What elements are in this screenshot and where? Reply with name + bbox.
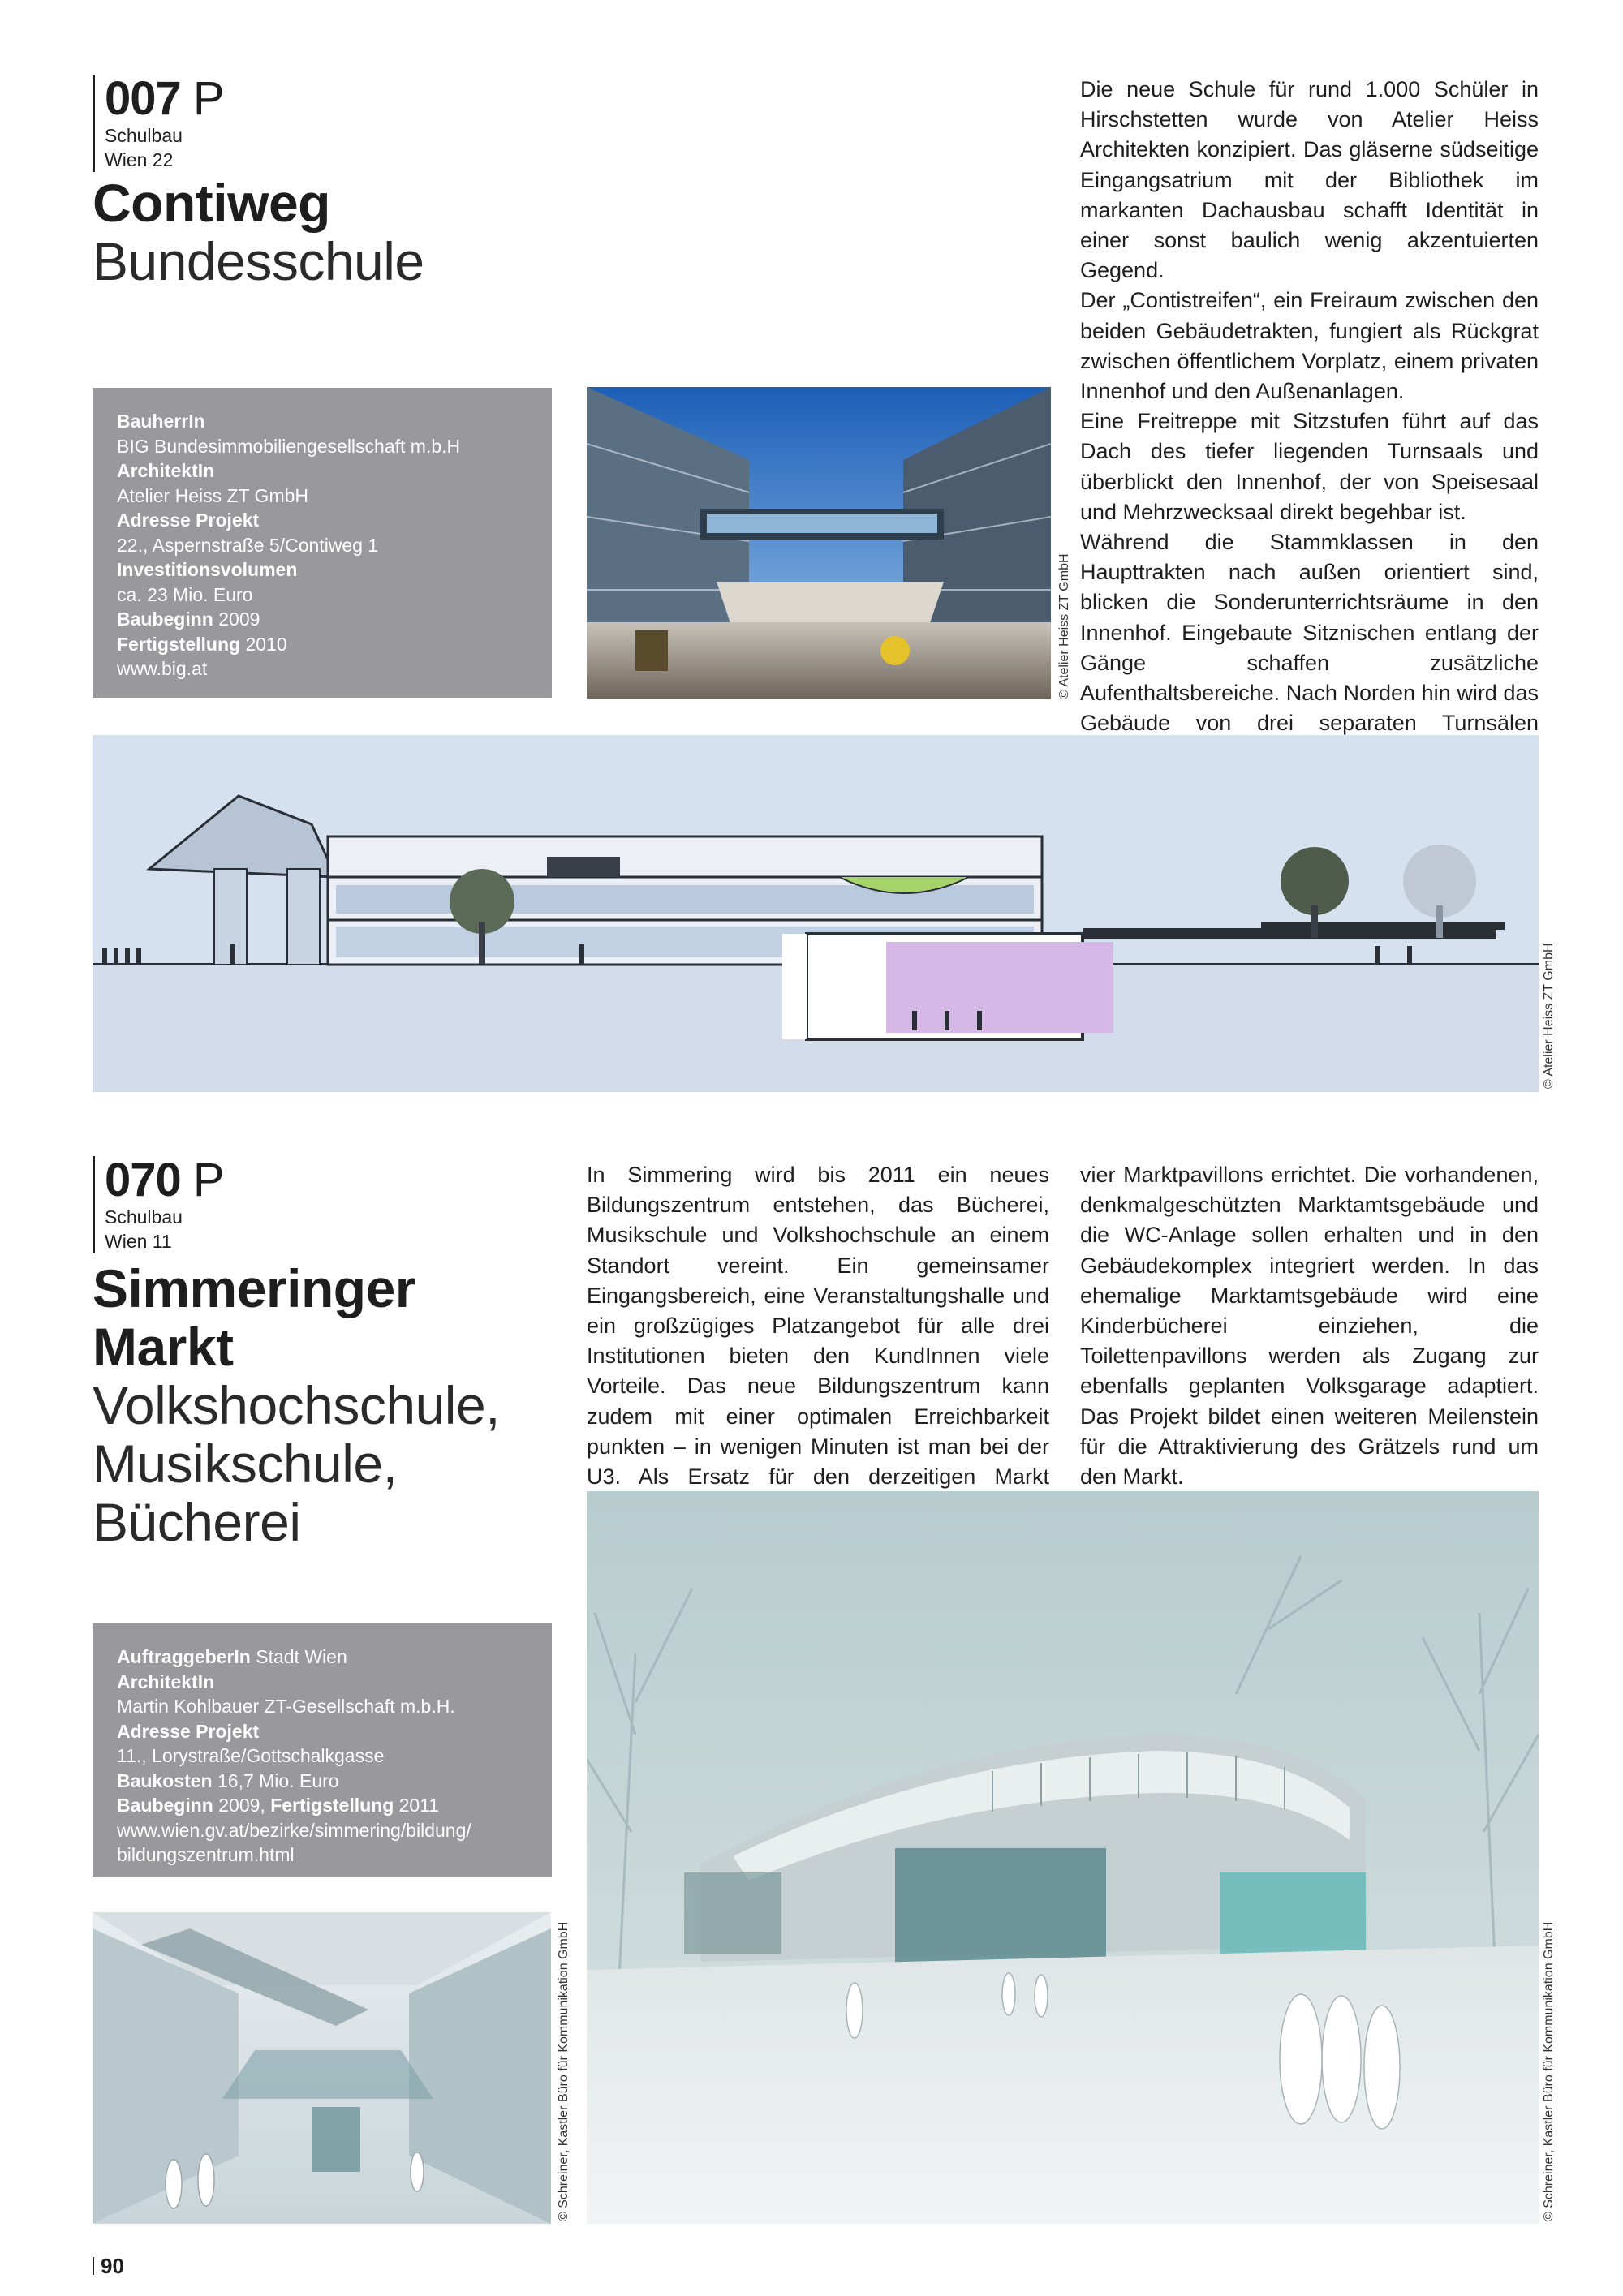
- interior-render: [93, 1912, 551, 2224]
- project1-district: Wien 22: [105, 149, 174, 170]
- section-credit: © Atelier Heiss ZT GmbH: [1542, 943, 1556, 1089]
- project2-text-col2: vier Marktpavillons errichtet. Die vorhandenen, denkmalgeschützten Marktamtsgebäude und die WC-Anlage sollen erhalten und in den Gebäudekomplex integriert werden. In das ehemalige Marktamtsgebäude wird eine Kinderbücherei einziehen, die Toilettenpavillons werden als Zugang zur ebenfalls geplanten Volksgarage adaptiert. Das Projekt bildet einen weiteren Meilenstein für die Attraktivierung des Grätzels rund um den Markt.: [1080, 1163, 1539, 1490]
- section-drawing: [93, 735, 1539, 1092]
- info-label-investment: Investitionsvolumen: [117, 559, 298, 580]
- exterior-render: [587, 1491, 1539, 2224]
- info-url: bildungszentrum.html: [117, 1844, 295, 1865]
- project2-info-box: AuftraggeberIn Stadt Wien ArchitektIn Martin Kohlbauer ZT-Gesellschaft m.b.H. Adresse Projekt 11., Lorystraße/Gottschalkgasse Baukosten 16,7 Mio. Euro Baubeginn 2009, Fertigstellung 2011 www.wien.gv.at/bezirke/simmering/bildung/ bildungszentrum.html: [93, 1623, 552, 1877]
- project1-subtitle: Bundesschule: [93, 231, 424, 291]
- info-label-client: BauherrIn: [117, 411, 205, 432]
- project1-paragraph: Eine Freitreppe mit Sitzstufen führt auf das Dach des tiefer liegenden Turnsaals und überblickt den Innenhof, der von Speisesaal und Mehrzwecksaal direkt begehbar ist.: [1080, 409, 1539, 524]
- photo1-credit: © Atelier Heiss ZT GmbH: [1057, 553, 1071, 699]
- info-website: www.big.at: [117, 658, 208, 679]
- info-url: www.wien.gv.at/bezirke/simmering/bildung/: [117, 1819, 471, 1841]
- page-number: 90: [93, 2254, 124, 2279]
- info-value-investment: ca. 23 Mio. Euro: [117, 583, 253, 605]
- info-value-address: 22., Aspernstraße 5/Contiweg 1: [117, 534, 379, 556]
- interior-credit: © Schreiner, Kastler Büro für Kommunikation GmbH: [557, 1921, 570, 2221]
- project1-number: 007 P: [105, 72, 224, 125]
- project1-header: [93, 72, 224, 172]
- info-value-client: BIG Bundesimmobiliengesellschaft m.b.H: [117, 435, 461, 457]
- project2-text-col1: In Simmering wird bis 2011 ein neues Bildungszentrum entstehen, das Bücherei, Musikschule und Volkshochschule an einem Standort vereint. Ein gemeinsamer Eingangsbereich, eine Veranstaltungshalle und ein großzügiges Platzangebot für alle drei Institutionen bieten den KundInnen viele Vorteile. Das neue Bildungszentrum kann zudem mit einer optimalen Erreichbarkeit punkten – in wenigen Minuten ist man bei der U3. Als Ersatz für den derzeitigen Markt: [587, 1163, 1049, 1490]
- project2-district: Wien 11: [105, 1231, 172, 1252]
- project1-title: Contiweg: [93, 173, 330, 233]
- project1-type: Schulbau: [105, 125, 183, 146]
- info-value-architect: Atelier Heiss ZT GmbH: [117, 484, 309, 506]
- project2-title: Simmeringer Markt Volkshochschule, Musikschule, Bücherei: [93, 1258, 500, 1552]
- project2-number: 070 P: [105, 1154, 224, 1206]
- exterior-credit: © Schreiner, Kastler Büro für Kommunikation GmbH: [1542, 1921, 1556, 2221]
- project1-info-box: [93, 388, 552, 698]
- courtyard-photo: [587, 387, 1051, 699]
- project1-paragraph: Der „Contistreifen“, ein Freiraum zwischen den beiden Gebäudetrakten, fungiert als Rückgrat zwischen öffentlichem Vorplatz, einem privaten Innenhof und den Außenanlagen.: [1080, 288, 1539, 404]
- info-finish: Fertigstellung 2010: [117, 633, 287, 655]
- project1-paragraph: Die neue Schule für rund 1.000 Schüler in Hirschstetten wurde von Atelier Heiss Architekten konzipiert. Das gläserne südseitige Eingangsatrium mit der Bibliothek im markanten Dachausbau schafft Identität in einer sonst baulich wenig akzentuierten Gegend.: [1080, 77, 1539, 283]
- project2-header: [93, 1156, 224, 1253]
- project1-paragraph: Während die Stammklassen in den Haupttrakten nach außen orientiert sind, blicken die Sonderunterrichtsräume in den Innenhof. Eingebaute Sitznischen entlang der Gänge schaffen zusätzliche Aufenthaltsbereiche. Nach Norden hin wird das Gebäude von drei separaten Turnsälen: [1080, 530, 1539, 736]
- info-label-architect: ArchitektIn: [117, 460, 215, 481]
- project1-text: [1080, 75, 1539, 769]
- info-label-address: Adresse Projekt: [117, 510, 260, 531]
- info-start: Baubeginn 2009: [117, 608, 260, 630]
- project2-type: Schulbau: [105, 1206, 183, 1228]
